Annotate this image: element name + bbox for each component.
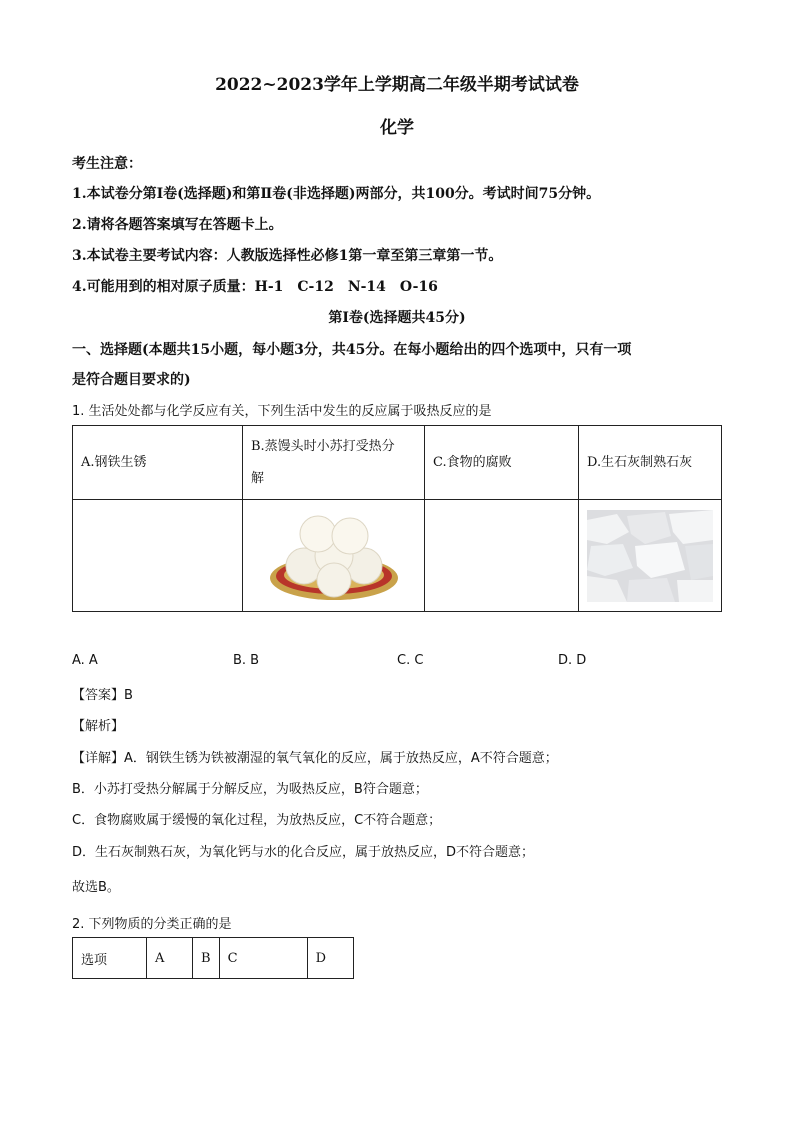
q1-image-cell-b (243, 500, 425, 612)
notice-item-1: 1.本试卷分第Ⅰ卷(选择题)和第Ⅱ卷(非选择题)两部分，共100分。考试时间75分钟。 (72, 186, 601, 202)
q1-image-cell-a (73, 500, 243, 612)
q1-answer-line (72, 684, 133, 703)
q1-cell-b-line1: B.蒸馒头时小苏打受热分 (251, 438, 395, 454)
notice-heading: 考生注意： (72, 156, 142, 172)
analysis-tag: 【解析】 (72, 719, 125, 734)
q1-stem: 1. 生活处处都与化学反应有关，下列生活中发生的反应属于吸热反应的是 (72, 404, 492, 419)
exam-title: 2022~2023学年上学期高二年级半期考试试卷 (215, 75, 579, 95)
q2-header-c: C (219, 938, 307, 979)
steamed-buns-image (268, 506, 400, 606)
q1-choice-c: C. C (397, 653, 424, 668)
q1-explanation-c: C．食物腐败属于缓慢的氧化过程，为放热反应，C不符合题意； (72, 813, 442, 828)
q1-image-cell-d (579, 500, 722, 612)
q1-cell-b (243, 426, 425, 500)
q1-choice-a: A. A (72, 653, 98, 668)
answer-tag: 【答案】 (72, 688, 125, 703)
q2-header-b: B (193, 938, 220, 979)
q1-cell-b-line2: 解 (251, 470, 265, 486)
q1-explanation-b: B．小苏打受热分解属于分解反应，为吸热反应，B符合题意； (72, 782, 428, 797)
q2-header-d: D (307, 938, 353, 979)
q1-choice-b: B. B (233, 653, 260, 668)
q1-cell-c: C.食物的腐败 (425, 426, 579, 500)
q1-choice-d: D. D (558, 653, 587, 668)
q1-conclusion: 故选B。 (72, 880, 120, 895)
q2-header-option: 选项 (73, 938, 147, 979)
answer-value: B (124, 688, 133, 703)
quicklime-rocks-image (587, 510, 713, 602)
subject-title: 化学 (380, 118, 414, 138)
q1-options-table (72, 425, 722, 612)
q1-explanation-d: D．生石灰制熟石灰，为氧化钙与水的化合反应，属于放热反应，D不符合题意； (72, 845, 535, 860)
detail-tag: 【详解】 (72, 751, 125, 766)
section-heading-line1: 一、选择题(本题共15小题，每小题3分，共45分。在每小题给出的四个选项中，只有一项 (72, 342, 632, 358)
part1-title: 第Ⅰ卷(选择题共45分) (328, 310, 466, 326)
q2-header-a: A (147, 938, 193, 979)
q1-cell-d: D.生石灰制熟石灰 (579, 426, 722, 500)
notice-item-4: 4.可能用到的相对原子质量：H-1 C-12 N-14 O-16 (72, 279, 438, 295)
q1-explanation-a (72, 747, 558, 766)
q2-classification-table (72, 937, 354, 979)
q2-stem: 2. 下列物质的分类正确的是 (72, 917, 232, 932)
q1-image-cell-c (425, 500, 579, 612)
q1-cell-a: A.钢铁生锈 (73, 426, 243, 500)
section-heading-line2: 是符合题目要求的) (72, 372, 191, 388)
notice-item-2: 2.请将各题答案填写在答题卡上。 (72, 217, 283, 233)
notice-item-3: 3.本试卷主要考试内容：人教版选择性必修1第一章至第三章第一节。 (72, 248, 503, 264)
explanation-a-text: A．钢铁生锈为铁被潮湿的氧气氧化的反应，属于放热反应，A不符合题意； (124, 751, 558, 766)
